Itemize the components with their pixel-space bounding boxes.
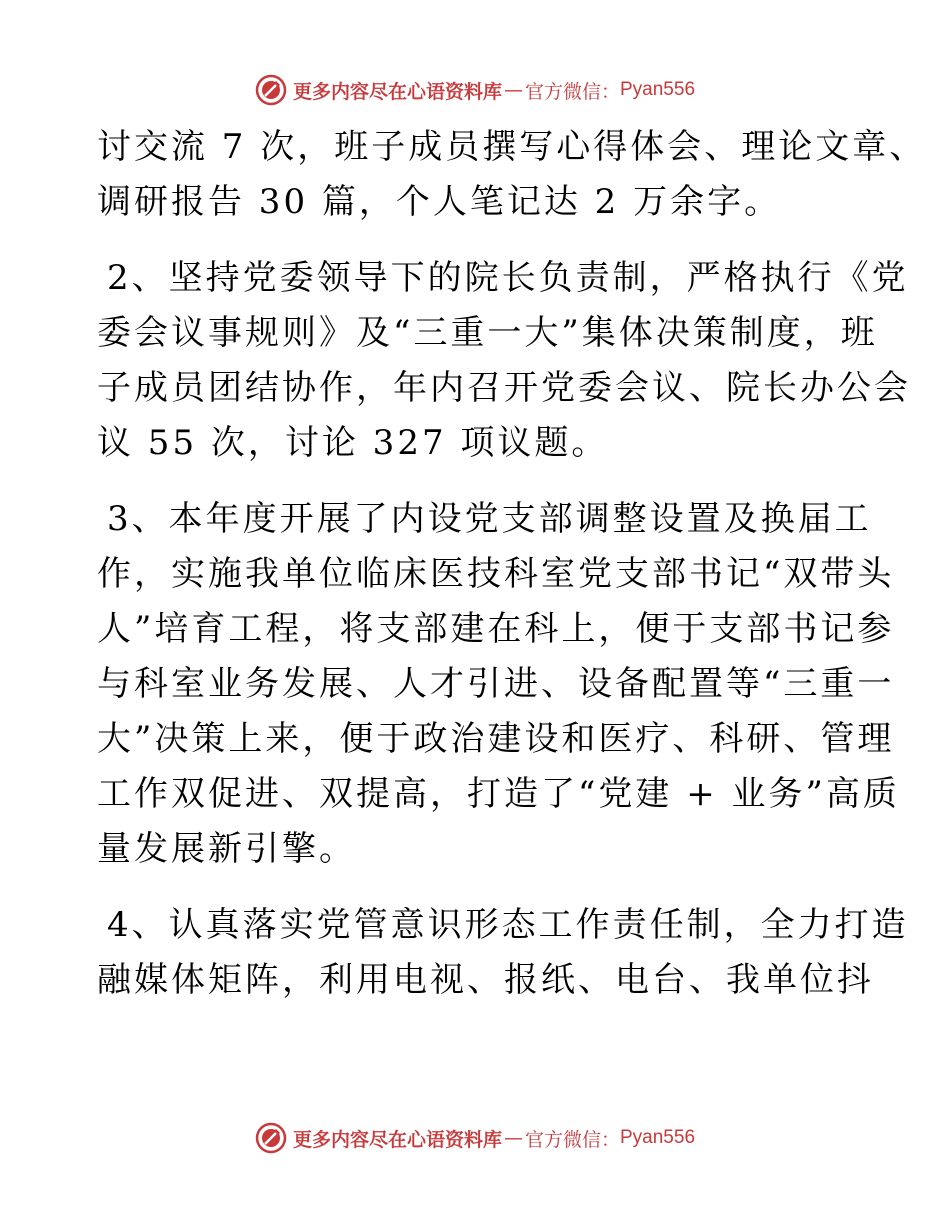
watermark-dash: — <box>503 79 523 101</box>
text-line: 融媒体矩阵，利用电视、报纸、电台、我单位抖 <box>97 960 874 1000</box>
text-line: 3、本年度开展了内设党支部调整设置及换届工 <box>107 499 872 539</box>
watermark-dash: — <box>503 1127 523 1149</box>
text-line: 大”决策上来，便于政治建设和医疗、科研、管理 <box>97 719 895 759</box>
paragraph-1 <box>97 120 927 230</box>
stamp-logo-icon <box>255 74 287 106</box>
watermark-text: 更多内容尽在心语资料库 <box>292 1128 502 1151</box>
text-line: 作，实施我单位临床医技科室党支部书记“双带头 <box>97 554 895 594</box>
document-body <box>97 120 927 1029</box>
text-line: 2、坚持党委领导下的院长负责制，严格执行《党 <box>107 258 909 298</box>
watermark-id: Pyan556 <box>620 79 696 100</box>
stamp-logo-icon <box>255 1122 287 1154</box>
text-line: 人”培育工程，将支部建在科上，便于支部书记参 <box>97 609 895 649</box>
text-line: 调研报告 30 篇，个人笔记达 2 万余字。 <box>97 182 782 222</box>
watermark-id: Pyan556 <box>620 1127 696 1148</box>
text-line: 讨交流 7 次，班子成员撰写心得体会、理论文章、 <box>97 127 927 167</box>
paragraph-2 <box>97 251 911 471</box>
watermark-text: 更多内容尽在心语资料库 <box>292 80 502 103</box>
header-watermark <box>0 70 950 110</box>
paragraph-3 <box>97 492 900 877</box>
text-line: 与科室业务发展、人才引进、设备配置等“三重一 <box>97 664 895 704</box>
text-line: 量发展新引擎。 <box>97 829 356 869</box>
watermark-label: 官方微信： <box>524 80 620 103</box>
footer-watermark <box>0 1118 950 1158</box>
text-line: 4、认真落实党管意识形态工作责任制，全力打造 <box>107 905 909 945</box>
text-line: 工作双促进、双提高，打造了“党建 + 业务”高质 <box>97 774 900 814</box>
text-line: 议 55 次，讨论 327 项议题。 <box>97 423 609 463</box>
text-line: 子成员团结协作，年内召开党委会议、院长办公会 <box>97 368 911 408</box>
watermark-label: 官方微信： <box>524 1128 620 1151</box>
paragraph-4 <box>97 898 909 1008</box>
text-line: 委会议事规则》及“三重一大”集体决策制度，班 <box>97 313 878 353</box>
